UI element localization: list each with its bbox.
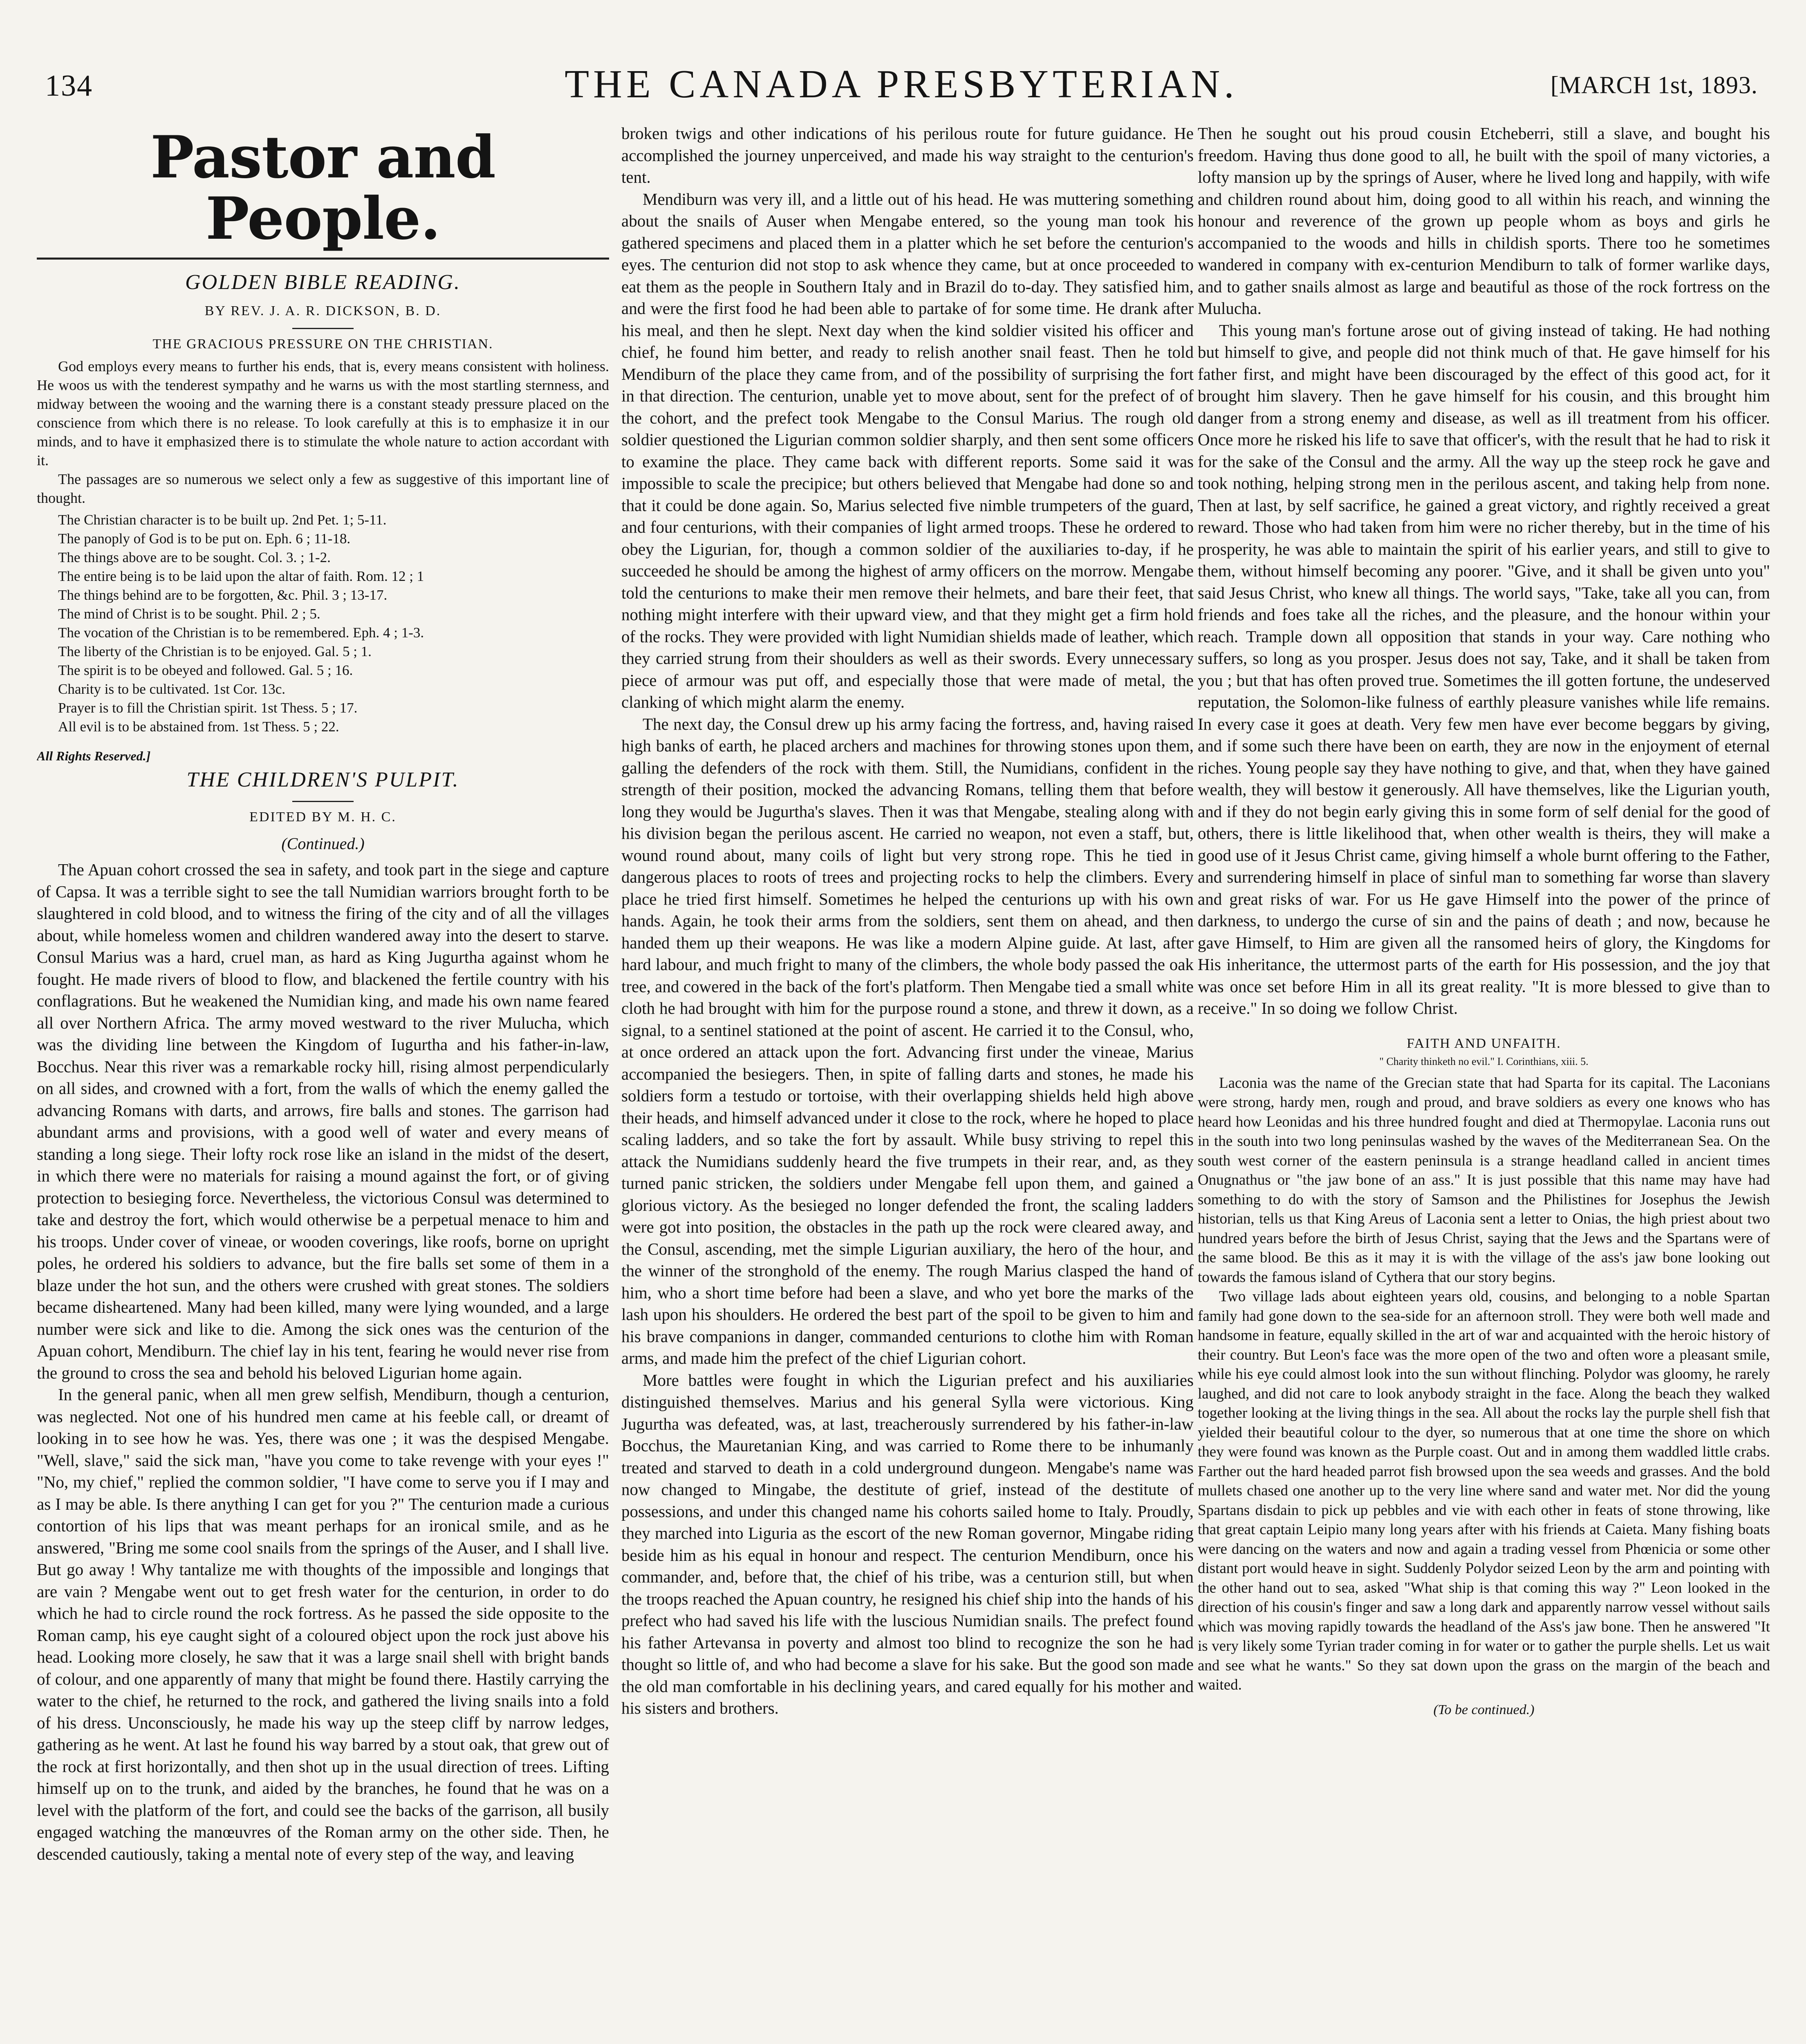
list-item: Charity is to be cultivated. 1st Cor. 13c. [58,681,286,697]
article-paragraph: This young man's fortune arose out of giving instead of taking. He had nothing but himself to give, and people did not think much of that. He gave himself for his father first, and might have been discouraged by the effect of this good act, for it brought him slavery. Then he gave himself for his cousin, and this brought him danger from a strong enemy and disease, as well as ill treatment from his officer. Once more he risked his life to save that officer's, with the result that he had to risk it for the sake of the Consul and the army. All the way up the steep rock he gave and took nothing, helping strong men in the perilous ascent, and taking help from none. Then at last, by self sacrifice, he gained a great victory, and rightly received a great reward. Those who had taken from him were no richer thereby, but in the time of his prosperity, he was able to maintain the spirit of his earlier years, and still to give to them, without himself becoming any poorer. "Give, and it shall be given unto you" said Jesus Christ, who knew all things. The world says, "Take, take all you can, from friends and foes take all the riches, and the pleasure, and the honour within your reach. Trample down all opposition that stands in your way. Care nothing who suffers, so long as you prosper. Jesus does not say, Take, and it shall be taken from you ; but that has often proved true. Sometimes the ill gotten fortune, the undeserved reputation, the Solomon-like fulness of earthly pleasure vanishes while life remains. In every case it goes at death. Very few men have ever become beggars by giving, and if some such there have been on earth, they are now in the enjoyment of eternal riches. Young people say they have nothing to give, and that, when they have gained wealth, they will bestow it generously. All have themselves, like the Ligurian youth, and if they do not begin early giving this in some form of self denial for the good of others, there is little likelihood that, when other wealth is theirs, they will make a good use of it Jesus Christ came, giving himself a whole burnt offering to the Father, and surrendering himself in place of sinful man to something far worse than slavery and great risks of war. For us He gave Himself into the power of the prince of darkness, to undergo the curse of sin and the pains of death ; and now, because he gave Himself, to Him are given all the ransomed heirs of glory, the Kingdoms for His inheritance, the uttermost parts of the earth for His possession, and the joy that was once set before Him in all its great reality. "It is more blessed to give than to receive." In so doing we follow Christ. [1198,320,1770,1018]
list-item: The mind of Christ is to be sought. Phil. 2 ; 5. [58,606,320,622]
column-2 [621,123,1194,2044]
continued-note: (Continued.) [281,834,365,853]
divider [292,328,354,329]
list-item: The things behind are to be forgotten, &c. Phil. 3 ; 13-17. [58,587,388,603]
list-item: All evil is to be abstained from. 1st Thess. 5 ; 22. [58,719,339,735]
rights-notice: All Rights Reserved.] [37,749,151,763]
faith-body [1198,1074,1770,1695]
list-item: The liberty of the Christian is to be enjoyed. Gal. 5 ; 1. [58,643,372,659]
pulpit-title: THE CHILDREN'S PULPIT. [186,768,459,791]
golden-paragraph: God employs every means to further his ends, that is, every means consistent with holiness. He woos us with the tenderest sympathy and he warns us with the most startling sternness, and midway between the wooing and the warning there is a constant steady pressure placed on the conscience from which there is no release. To look carefully at this is to emphasize it in our minds, and to have it emphasized there is to stimulate the whole nature to action accordant with it. [37,358,609,468]
column-3 [1198,123,1770,2044]
golden-byline: BY REV. J. A. R. DICKSON, B. D. [204,303,441,318]
list-item: The vocation of the Christian is to be remembered. Eph. 4 ; 1-3. [58,625,424,641]
newspaper-title: THE CANADA PRESBYTERIAN. [565,62,1238,106]
list-item: The spirit is to be obeyed and followed. Gal. 5 ; 16. [58,662,353,678]
divider [292,801,354,802]
faith-title: FAITH AND UNFAITH. [1407,1035,1561,1051]
section-title: Pastor and People. [150,123,495,253]
section-rule [37,258,609,260]
article-paragraph: The next day, the Consul drew up his army facing the fortress, and, having raised high banks of earth, he placed archers and machines for throwing stones upon them, galling the defenders of the rock with them. Still, the Numidians, confident in the strength of their position, mocked the advancing Romans, telling them that before long they would be Jugurtha's slaves. Then it was that Mengabe, stealing along with his division began the perilous ascent. He carried no weapon, not even a staff, but, wound round about, many coils of light but very strong rope. This he tied in dangerous places to roots of trees and projecting rocks to help the climbers. Every place he tried first himself. Sometimes he helped the centurions up with his own hands. Again, he took their arms from the soldiers, sent them on ahead, and then handed them up their weapons. He was like a modern Alpine guide. At last, after hard labour, and much fright to many of the climbers, the whole body passed the oak tree, and cowered in the back of the fort's platform. Then Mengabe tied a small white cloth he had brought with him for the purpose round a stone, and threw it down, as a signal, to a sentinel stationed at the point of ascent. He carried it to the Consul, who, at once ordered an attack upon the fort. Advancing first under the vineae, Marius accompanied the besiegers. Then, in spite of falling darts and stones, he made his soldiers form a testudo or tortoise, with their overlapping shields held high above their heads, and himself advanced under it close to the rock, where he hoped to place scaling ladders, and so take the fort by assault. While busy striving to repel this attack the Numidians suddenly heard the five trumpets in their rear, and, as they turned panic stricken, the soldiers under Mengabe fell upon them, and gained a glorious victory. As the besieged no longer defended the front, the scaling ladders were got into position, the obstacles in the path up the rock were cleared away, and the Consul, ascending, met the simple Ligurian auxiliary, the hero of the hour, and the winner of the stronghold of the enemy. The rough Marius clasped the hand of him, who a short time before had been a slave, and who yet bore the marks of the lash upon his shoulders. He ordered the best part of the spoil to be given to him and his brave companions in danger, commanded centurions to clothe him with Roman arms, and made him the prefect of the chief Ligurian cohort. [621,714,1194,1367]
article-paragraph: More battles were fought in which the Ligurian prefect and his auxiliaries distinguished themselves. Marius and his general Sylla were victorious. King Jugurtha was defeated, was, at last, treacherously surrendered by his father-in-law Bocchus, the Mauretanian King, and was carried to Rome there to be inhumanly treated and starved to death in a cold underground dungeon. Mengabe's name was now changed to Mingabe, the destitute of grief, instead of the destitute of possessions, and under this changed name his cohorts sailed home to Italy. Proudly, they marched into Liguria as the escort of the new Roman governor, Mingabe riding beside him as his equal in honour and respect. The centurion Mendiburn, once his commander, and, before that, the chief of his tribe, was a centurion still, but when the troops reached the Apuan country, he resigned his chief ship into the hands of his prefect who had saved his life with the luscious Numidian snails. The prefect found his father Artevansa in poverty and almost too blind to recognize the son he had thought so little of, and who had become a slave for his sake. But the good son made the old man comfortable in his declining years, and cared equally for his mother and his sisters and brothers. [621,1370,1194,1717]
list-item: The things above are to be sought. Col. 3. ; 1-2. [58,549,331,565]
golden-paragraph: The passages are so numerous we select only a few as suggestive of this important line of thought. [37,471,609,506]
list-item: The entire being is to be laid upon the altar of faith. Rom. 12 ; 1 [58,568,424,584]
article-paragraph: Laconia was the name of the Grecian state that had Sparta for its capital. The Laconians were strong, hardy men, rough and proud, and brave soldiers as every one knows who has heard how Leonidas and his three hundred fought and died at Thermopylae. Laconia runs out in the south into two long peninsulas washed by the waves of the Mediterranean Sea. On the south west corner of the eastern peninsula is a strange headland called in ancient times Onugnathus or "the jaw bone of an ass." It is just possible that this name may have had something to do with the story of Samson and the Philistines for Josephus the Jewish historian, tells us that King Areus of Laconia sent a letter to Onias, the high priest about two hundred years before the birth of Jesus Christ, saying that the Jews and the Spartans were of the same blood. Be this as it may it is with the village of the ass's jaw bone looking out towards the famous island of Cythera that our story begins. [1198,1074,1770,1286]
faith-epigraph: " Charity thinketh no evil." I. Corinthians, xiii. 5. [1379,1055,1589,1067]
page-number: 134 [45,69,93,103]
article-paragraph: Two village lads about eighteen years old, cousins, and belonging to a noble Spartan family had gone down to the sea-side for an afternoon stroll. They were both well made and handsome in feature, equally skilled in the art of war and acquainted with the heroic history of their country. But Leon's face was the more open of the two and often wore a pleasant smile, while his eye could almost look into the sun without flinching. Polydor was gloomy, he rarely laughed, and did not care to look anybody straight in the face. Along the beach they walked together looking at the living things in the sea. All about the rocks lay the purple shell fish that yielded their beautiful colour to the dyer, so numerous that at one time the shore on which they were found was known as the Purple coast. Out and in among them waddled little crabs. Farther out the hard headed parrot fish browsed upon the sea weeds and grasses. And the bold mullets chased one another up to the very line where sand and water met. Nor did the young Spartans disdain to pick up pebbles and vie with each other in feats of stone throwing, like that great captain Leipio many long years after with his friends at Caieta. Many fishing boats were dancing on the waters and now and again a trading vessel from Phœnicia or some other distant port would heave in sight. Suddenly Polydor seized Leon by the arm and pointing with the other hand out to sea, asked "What ship is that coming this way ?" Leon looked in the direction of his cousin's finger and saw a long dark and apparently narrow vessel without sails which was moving rapidly towards the headland of the Ass's jaw bone. Then he answered "It is very likely some Tyrian trader coming in for water or to gather the purple shells. Let us wait and see what he wants." So they sat down upon the grass on the margin of the beach and waited. [1198,1288,1770,1693]
article-paragraph: Then he sought out his proud cousin Etcheberri, still a slave, and bought his freedom. Having thus done good to all, he built with the spoil of many victories, a lofty mansion up by the springs of Auser, where he lived long and happily, with wife and children round about him, doing good to all within his reach, and winning the honour and reverence of the grown up people whom as boys and girls he accompanied to the woods and hills in childish sports. There too he sometimes wandered in company with ex-centurion Mendiburn to talk of former warlike days, and to gather snails almost as large and beautiful as those of the rock fortress on the Mulucha. [1198,124,1770,318]
scripture-list [58,511,609,736]
article-paragraph: broken twigs and other indications of his perilous route for future guidance. He accomplished the journey unperceived, and made his way straight to the centurion's tent. [621,124,1194,186]
page-header [37,61,1766,114]
golden-subtitle: THE GRACIOUS PRESSURE ON THE CHRISTIAN. [152,336,493,352]
list-item: Prayer is to fill the Christian spirit. 1st Thess. 5 ; 17. [58,700,358,716]
article-paragraph: In the general panic, when all men grew selfish, Mendiburn, though a centurion, was neglected. Not one of his hundred men came at his feeble call, or dreamt of looking in to see how he was. Yes, there was one ; it was the despised Mengabe. "Well, slave," said the sick man, "have you come to take revenge with your eyes !" "No, my chief," replied the common soldier, "I have come to serve you if I may and as I may be able. Is there anything I can get for you ?" The centurion made a curious contortion of his lips that was meant perhaps for an ironical smile, and as he answered, "Bring me some cool snails from the springs of the Auser, and I shall live. But go away ! Why tantalize me with thoughts of the impossible and longings that are vain ? Mengabe went out to get fresh water for the centurion, in order to do which he had to circle round the rock fortress. As he passed the side opposite to the Roman camp, his eye caught sight of a coloured object upon the rock just above his head. Looking more closely, he saw that it was a large snail shell with bright bands of colour, and one apparently of many that might be found there. Hastily carrying the water to the chief, he returned to the rock, and gathered the living snails into a fold of his dress. Unconsciously, he made his way up the steep cliff by narrow ledges, gathering as he went. At last he found his way barred by a stout oak, that grew out of the rock at first horizontally, and then shot up in the usual direction of trees. Lifting himself up on to the trunk, and aided by the branches, he found that he was on a level with the platform of the fort, and could see the backs of the garrison, all busily engaged watching the manœuvres of the Roman army on the other side. Then, he descended cautiously, taking a mental note of every step of the way, and leaving [37,1385,609,1863]
list-item: The panoply of God is to be put on. Eph. 6 ; 11-18. [58,531,351,547]
golden-title: GOLDEN BIBLE READING. [185,271,461,294]
article-paragraph: Mendiburn was very ill, and a little out of his head. He was muttering something about the snails of Auser when Mengabe entered, so the young man took his gathered specimens and placed them in a platter which he set before the centurion's eyes. The centurion did not stop to ask whence they came, but at once proceeded to eat them as the people in Southern Italy and in Brazil do to-day. They satisfied him, and were the first food he had been able to partake of for some time. He drank after his meal, and then he slept. Next day when the kind soldier visited his officer and chief, he found him better, and ready to relish another snail feast. Then he told Mendiburn of the place they came from, and of the possibility of surprising the fort in that direction. The centurion, unable yet to move about, sent for the prefect of of the cohort, and the prefect took Mengabe to the Consul Marius. The rough old soldier questioned the Ligurian common soldier sharply, and then sent some officers to examine the place. They came back with different reports. Some said it was impossible to scale the precipice; but others believed that Mengabe had done so and that it could be done again. So, Marius selected five nimble trumpeters of the guard, and four centurions, with their companies of light armed troops. These he ordered to obey the Ligurian, for, though a common soldier of the auxiliaries to-day, if he succeeded he should be among the highest of army officers on the morrow. Mengabe told the centurions to make their men remove their helmets, and bare their feet, that nothing might interfere with their upward view, and that they might get a firm hold of the rocks. They were provided with light Numidian shields made of leather, which they carried strung from their shoulders as well as their swords. Every unnecessary piece of armour was put off, and especially those that were made of metal, the clanking of which might alarm the enemy. [621,189,1194,711]
to-be-continued: (To be continued.) [1433,1702,1535,1717]
issue-date: [MARCH 1st, 1893. [1550,72,1758,99]
column-1 [37,123,609,2044]
article-paragraph: The Apuan cohort crossed the sea in safety, and took part in the siege and capture of Capsa. It was a terrible sight to see the tall Numidian warriors brought forth to be slaughtered in cold blood, and to witness the firing of the city and of all the villages about, while homeless women and children wandered away into the desert to starve. Consul Marius was a hard, cruel man, as hard as King Jugurtha against whom he fought. He made rivers of blood to flow, and blackened the fertile country with his conflagrations. But he weakened the Numidian king, and made his own name feared all over Northern Africa. The army moved westward to the river Mulucha, which was the dividing line between the Kingdom of Iugurtha and his father-in-law, Bocchus. Near this river was a remarkable rocky hill, rising almost perpendicularly on all sides, and crowned with a fort, from the walls of which the enemy galled the advancing Romans with darts, and arrows, fire balls and stones. The garrison had abundant arms and provisions, with a good well of water and every means of standing a long siege. Their lofty rock rose like an island in the midst of the desert, in which there were no materials for raising a mound against the fort, or of giving protection to besieging force. Nevertheless, the victorious Consul was determined to take and destroy the fort, which would otherwise be a perpetual menace to him and his troops. Under cover of vineae, or wooden coverings, like roofs, borne on upright poles, he ordered his soldiers to advance, but the fire balls set some of them in a blaze under the hot sun, and the others were crushed with great stones. The soldiers became disheartened. Many had been killed, many were lying wounded, and a large number were sick and like to die. Among the sick ones was the centurion of the Apuan cohort, Mendiburn. The chief lay in his tent, fearing he would never rise from the ground to cross the sea and behold his beloved Ligurian home again. [37,860,609,1382]
pulpit-byline: EDITED BY M. H. C. [249,809,397,825]
list-item: The Christian character is to be built up. 2nd Pet. 1; 5-11. [58,512,387,528]
